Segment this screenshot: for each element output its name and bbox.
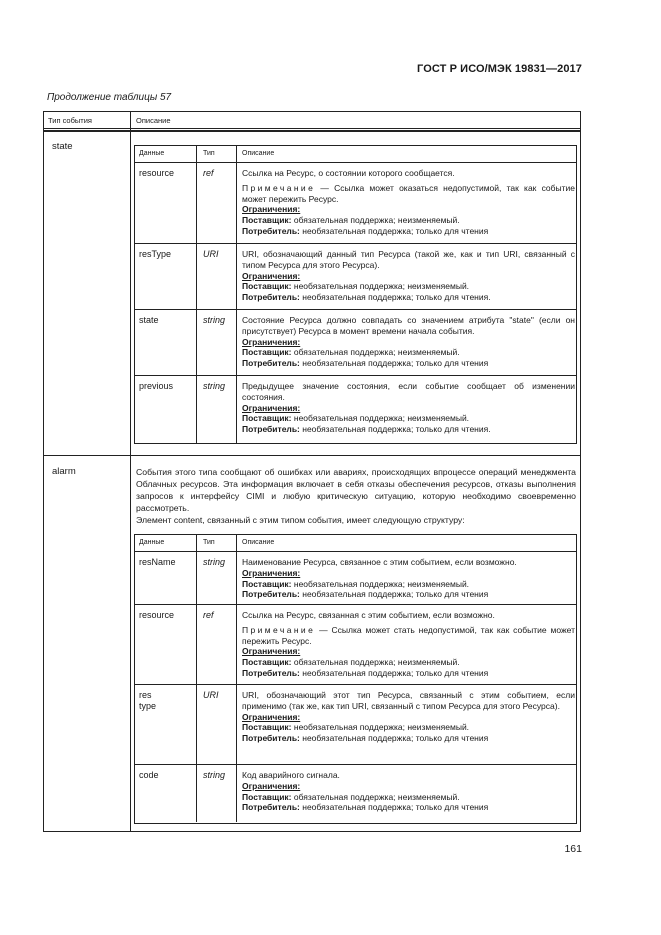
table-row <box>135 309 576 375</box>
document-header: ГОСТ Р ИСО/МЭК 19831—2017 <box>417 63 582 75</box>
alarm-fields-table <box>134 534 577 824</box>
inner-table-header <box>135 146 576 163</box>
field-type: URI <box>203 690 219 700</box>
table-row <box>135 604 576 684</box>
field-name: resource <box>139 610 175 620</box>
column-header-description: Описание <box>136 116 171 125</box>
field-type: string <box>203 557 226 567</box>
table-row <box>135 375 576 443</box>
field-type: string <box>203 770 226 780</box>
field-description: Ссылка на Ресурс, связанная с этим событием, если возможно. Примечание — Ссылка может стать недопустимой, так как событие может пережить Ресурс. Ограничения: Поставщик: обязательная поддержка; неизменяемый. Потребитель: необязательная поддержка; только для чтения <box>242 610 575 678</box>
inner-header-type: Тип <box>203 539 215 546</box>
table-row <box>135 552 576 604</box>
page-number: 161 <box>564 843 582 855</box>
alarm-description: События этого типа сообщают об ошибках или авариях, происходящих впроцессе операций менеджмента Облачных ресурсов. Эта информация включает в себя отказы обеспечения ресурсов, отказы выполнения запросов к интерфейсу CIMI и любую критическую ситуацию, которую необходимо своевременно рассмотреть. Элемент content, связанный с этим типом события, имеет следующую структуру: <box>136 467 576 525</box>
inner-header-type: Тип <box>203 150 215 157</box>
field-type: ref <box>203 168 214 178</box>
field-type: URI <box>203 249 219 259</box>
field-description: Наименование Ресурса, связанное с этим событием, если возможно. Ограничения: Поставщик: необязательная поддержка; неизменяемый. Потребитель: необязательная поддержка; только для чтения <box>242 557 517 600</box>
field-description: Состояние Ресурса должно совпадать со значением атрибута "state" (если он присутствует) Ресурса в момент времени начала события. Ограничения: Поставщик: обязательная поддержка; неизменяемый. Потребитель: необязательная поддержка; только для чтения <box>242 315 575 369</box>
field-name: previous <box>139 381 174 391</box>
table-row <box>135 163 576 243</box>
field-type: string <box>203 381 226 391</box>
field-description: Предыдущее значение состояния, если событие сообщает об изменении состояния. Ограничения: Поставщик: необязательная поддержка; неизменяемый. Потребитель: необязательная поддержка; только для чтения. <box>242 381 575 435</box>
event-name-alarm: alarm <box>52 466 76 477</box>
header-row-divider-double <box>43 130 581 132</box>
state-fields-table <box>134 145 577 444</box>
table-continuation-caption: Продолжение таблицы 57 <box>47 92 172 103</box>
field-description: Ссылка на Ресурс, о состоянии которого сообщается. Примечание — Ссылка может оказаться недопустимой, так как событие может пережить Ресурс. Ограничения: Поставщик: обязательная поддержка; неизменяемый. Потребитель: необязательная поддержка; только для чтения <box>242 168 575 236</box>
field-name: resName <box>139 557 176 567</box>
field-type: ref <box>203 610 214 620</box>
field-name: code <box>139 770 159 780</box>
field-description: URI, обозначающий этот тип Ресурса, связанный с этим событием, если применимо (так же, как тип URI, связанный с типом Ресурса для этого Ресурса). Ограничения: Поставщик: необязательная поддержка; неизменяемый. Потребитель: необязательная поддержка; только для чтения <box>242 690 575 744</box>
field-name: res type <box>139 690 157 711</box>
header-row-divider <box>43 128 581 129</box>
field-name: resType <box>139 249 172 259</box>
field-name: state <box>139 315 159 325</box>
field-type: string <box>203 315 226 325</box>
event-name-state: state <box>52 141 73 152</box>
outer-table-column-divider <box>130 111 131 832</box>
table-row <box>135 243 576 309</box>
field-description: URI, обозначающий данный тип Ресурса (такой же, как и тип URI, связанный с типом Ресурса для этого Ресурса). Ограничения: Поставщик: необязательная поддержка; неизменяемый. Потребитель: необязательная поддержка; только для чтения. <box>242 249 575 303</box>
table-row <box>135 684 576 764</box>
inner-header-description: Описание <box>242 150 275 157</box>
event-row-divider <box>43 455 581 456</box>
inner-header-description: Описание <box>242 539 275 546</box>
column-header-event-type: Тип события <box>48 116 92 125</box>
field-description: Код аварийного сигнала. Ограничения: Поставщик: обязательная поддержка; неизменяемый. Потребитель: необязательная поддержка; только для чтения <box>242 770 489 813</box>
table-row <box>135 764 576 822</box>
inner-header-data: Данные <box>139 150 165 157</box>
field-name: resource <box>139 168 175 178</box>
inner-header-data: Данные <box>139 539 165 546</box>
inner-table-header <box>135 535 576 552</box>
